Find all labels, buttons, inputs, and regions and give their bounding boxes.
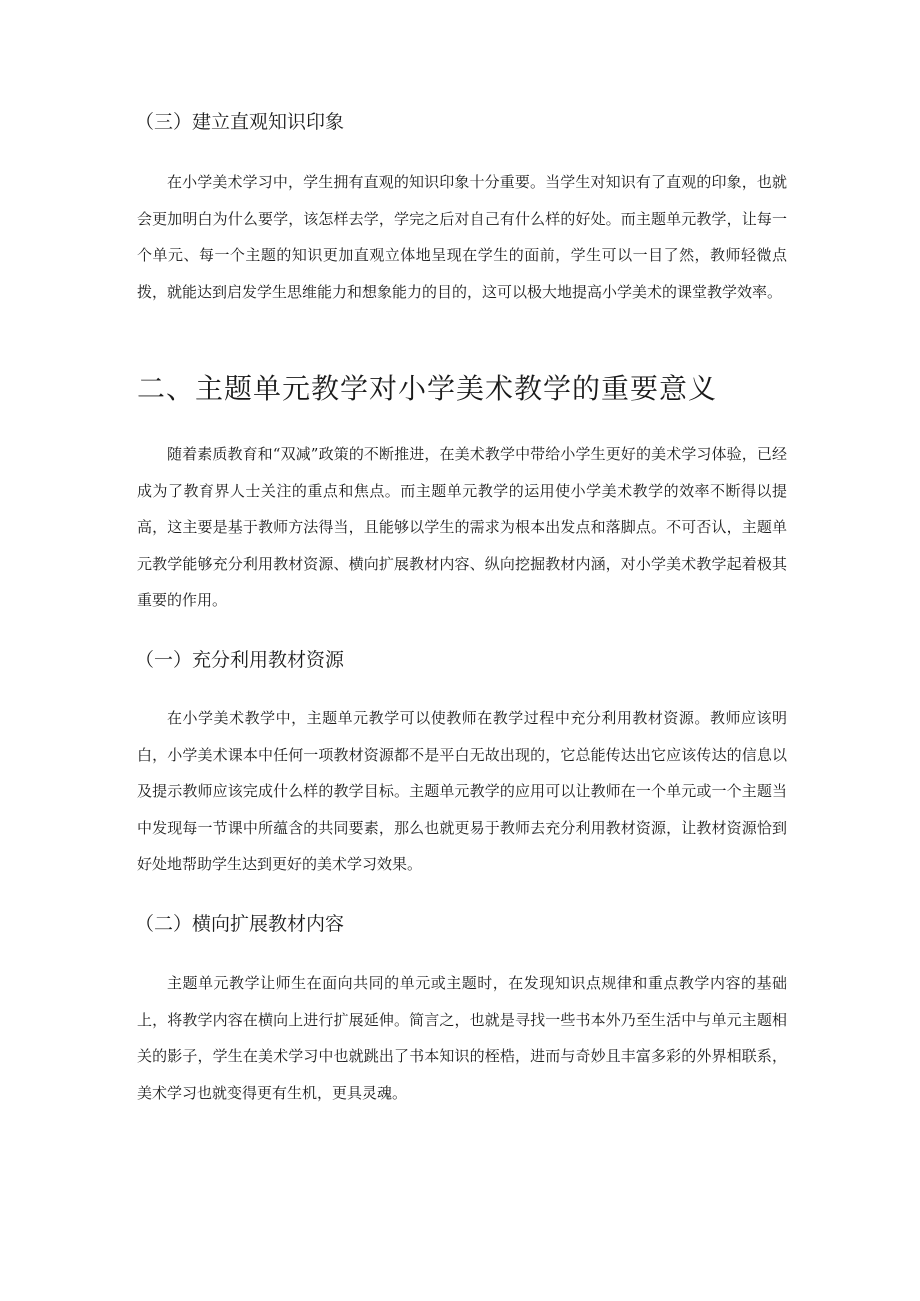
paragraph-expand-content: 主题单元教学让师生在面向共同的单元或主题时，在发现知识点规律和重点教学内容的基础上，将教学内容在横向上进行扩展延伸。简言之，也就是寻找一些书本外乃至生活中与单元主题相关的影子，学生在美术学习中也就跳出了书本知识的桎梏，进而与奇妙且丰富多彩的外界相联系，美术学习也就变得更有生机，更具灵魂。: [137, 974, 787, 1102]
section-heading-2: 二、主题单元教学对小学美术教学的重要意义: [137, 372, 718, 405]
subsection-heading-3: （三）建立直观知识印象: [135, 111, 345, 133]
paragraph-importance: 随着素质教育和“双减”政策的不断推进，在美术教学中带给小学生更好的美术学习体验，已经成为了教育界人士关注的重点和焦点。而主题单元教学的运用使小学美术教学的效率不断得以提高，这主要是基于教师方法得当，且能够以学生的需求为根本出发点和落脚点。不可否认，主题单元教学能够充分利用教材资源、横向扩展教材内容、纵向挖掘教材内涵，对小学美术教学起着极其重要的作用。: [137, 445, 787, 609]
paragraph-intuitive-impression: 在小学美术学习中，学生拥有直观的知识印象十分重要。当学生对知识有了直观的印象，也就会更加明白为什么要学，该怎样去学，学完之后对自己有什么样的好处。而主题单元教学，让每一个单元、每一个主题的知识更加直观立体地呈现在学生的面前，学生可以一目了然，教师轻微点拨，就能达到启发学生思维能力和想象能力的目的，这可以极大地提高小学美术的课堂教学效率。: [137, 173, 787, 301]
subsection-heading-2: （二）横向扩展教材内容: [135, 913, 345, 935]
paragraph-use-materials: 在小学美术教学中，主题单元教学可以使教师在教学过程中充分利用教材资源。教师应该明白，小学美术课本中任何一项教材资源都不是平白无故出现的，它总能传达出它应该传达的信息以及提示教师应该完成什么样的教学目标。主题单元教学的应用可以让教师在一个单元或一个主题当中发现每一节课中所蕴含的共同要素，那么也就更易于教师去充分利用教材资源，让教材资源恰到好处地帮助学生达到更好的美术学习效果。: [137, 709, 787, 873]
subsection-heading-1: （一）充分利用教材资源: [135, 649, 345, 671]
